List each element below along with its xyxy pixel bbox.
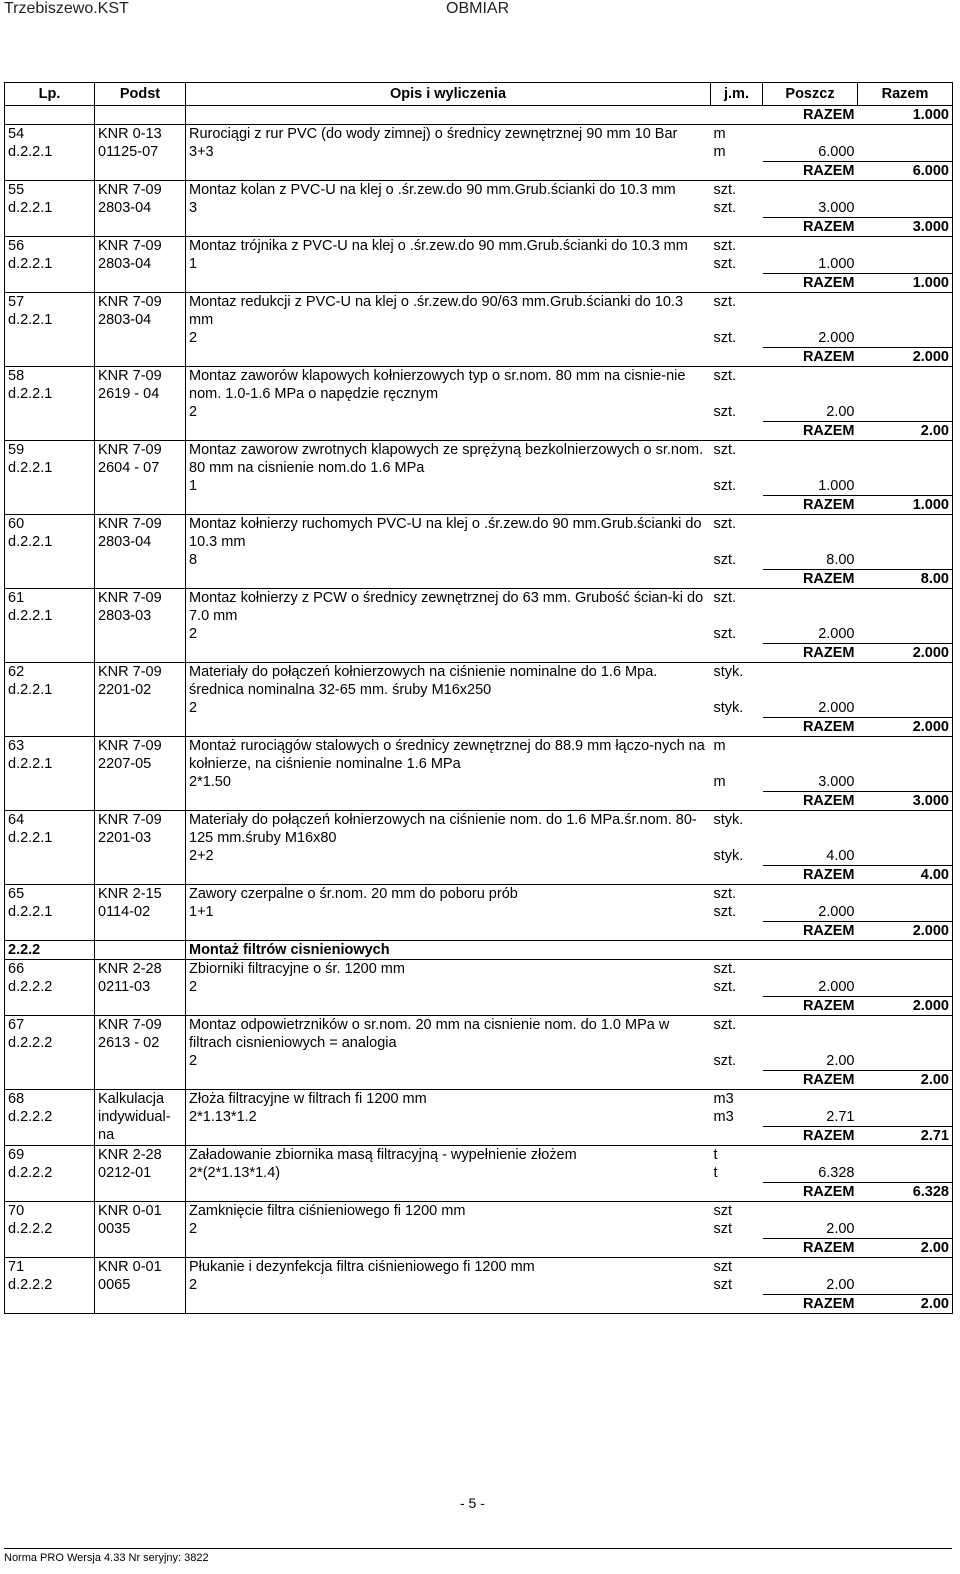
table-row — [5, 811, 953, 848]
item-lp — [5, 663, 95, 737]
razem-value: 2.000 — [858, 997, 953, 1016]
calc-unit: szt. — [713, 904, 737, 920]
calc-unit: szt. — [713, 478, 737, 494]
razem-label: RAZEM — [763, 718, 858, 737]
item-lp — [5, 960, 95, 1016]
calc-expression: 2 — [189, 979, 198, 995]
razem-value: 2.00 — [858, 1071, 953, 1090]
item-unit: szt — [711, 1202, 763, 1221]
calc-expression: 2 — [189, 404, 198, 420]
column-header-jm: j.m. — [711, 83, 763, 106]
item-unit: styk. — [711, 663, 763, 700]
item-chapter: d.2.2.1 — [8, 904, 53, 920]
item-chapter: d.2.2.1 — [8, 682, 53, 698]
item-basis — [95, 1146, 186, 1202]
calc-value: 2.00 — [826, 404, 855, 420]
item-number: 55 — [8, 182, 25, 198]
calc-expression: 2*1.13*1.2 — [189, 1109, 257, 1125]
calc-expression: 1 — [189, 478, 198, 494]
item-number: 54 — [8, 126, 25, 142]
footer-divider — [4, 1548, 952, 1549]
calc-value: 2.71 — [826, 1109, 855, 1125]
item-chapter: d.2.2.2 — [8, 1109, 53, 1125]
item-chapter: d.2.2.2 — [8, 1221, 53, 1237]
basis-code: 2803-04 — [98, 534, 152, 550]
calc-value: 2.00 — [826, 1221, 855, 1237]
item-number: 62 — [8, 664, 25, 680]
calc-value: 3.000 — [818, 200, 855, 216]
razem-label: RAZEM — [763, 644, 858, 663]
table-row — [5, 1146, 953, 1165]
table-row — [5, 1016, 953, 1053]
item-number: 71 — [8, 1259, 25, 1275]
razem-value: 8.00 — [858, 570, 953, 589]
item-basis — [95, 441, 186, 515]
razem-value: 2.71 — [858, 1127, 953, 1146]
basis-code: 2803-04 — [98, 200, 152, 216]
calc-value: 2.000 — [818, 904, 855, 920]
razem-value: 2.00 — [858, 1295, 953, 1314]
razem-value: 4.00 — [858, 866, 953, 885]
basis-code: 0212-01 — [98, 1165, 152, 1181]
calc-unit: szt. — [713, 626, 737, 642]
item-description: Montaz zaworow zwrotnych klapowych ze sprężyną bezkolnierzowych o sr.nom. 80 mm na cisnienie nom.do 1.6 MPa — [186, 441, 711, 478]
table-body — [5, 106, 953, 1314]
calc-expression: 2*(2*1.13*1.4) — [189, 1165, 281, 1181]
item-description: Materiały do połączeń kołnierzowych na ciśnienie nominalne do 1.6 Mpa. średnica nominalna 32-65 mm. śruby M16x250 — [186, 663, 711, 700]
item-description: Montaz kołnierzy ruchomych PVC-U na klej o .śr.zew.do 90 mm.Grub.ścianki do 10.3 mm — [186, 515, 711, 552]
table-row — [5, 293, 953, 330]
calc-expression: 2 — [189, 626, 198, 642]
document-title: Trzebiszewo.KST — [4, 0, 129, 17]
cost-estimate-table — [4, 82, 953, 1314]
item-description: Materiały do połączeń kołnierzowych na ciśnienie nom. do 1.6 MPa.śr.nom. 80-125 mm.śruby M16x80 — [186, 811, 711, 848]
item-basis — [95, 960, 186, 1016]
item-description: Montaz kołnierzy z PCW o średnicy zewnętrznej do 63 mm. Grubość ścian-ki do 7.0 mm — [186, 589, 711, 626]
calc-value: 3.000 — [818, 774, 855, 790]
basis-code: 01125-07 — [98, 144, 159, 160]
razem-value: 2.000 — [858, 718, 953, 737]
calc-expression: 1 — [189, 256, 198, 272]
item-lp — [5, 125, 95, 181]
razem-label: RAZEM — [763, 274, 858, 293]
item-basis — [95, 237, 186, 293]
item-chapter: d.2.2.1 — [8, 608, 53, 624]
basis-catalog: Kalkulacja — [98, 1091, 165, 1107]
item-lp — [5, 1016, 95, 1090]
razem-value: 2.000 — [858, 348, 953, 367]
calc-expression: 2 — [189, 1277, 198, 1293]
razem-value: 2.000 — [858, 644, 953, 663]
item-number: 58 — [8, 368, 25, 384]
item-chapter: d.2.2.1 — [8, 386, 53, 402]
item-unit: szt. — [711, 515, 763, 552]
footer-text: Norma PRO Wersja 4.33 Nr seryjny: 3822 — [4, 1552, 209, 1564]
calc-expression: 2 — [189, 700, 198, 716]
item-chapter: d.2.2.1 — [8, 756, 53, 772]
item-basis — [95, 367, 186, 441]
item-chapter: d.2.2.1 — [8, 460, 53, 476]
item-unit: szt. — [711, 237, 763, 256]
calc-unit: m — [713, 144, 726, 160]
basis-code: 0211-03 — [98, 979, 151, 995]
item-basis — [95, 885, 186, 941]
calc-expression: 2 — [189, 1221, 198, 1237]
razem-label: RAZEM — [802, 107, 855, 123]
item-chapter: d.2.2.2 — [8, 1277, 53, 1293]
calc-unit: m — [713, 774, 726, 790]
razem-label: RAZEM — [763, 496, 858, 515]
item-number: 67 — [8, 1017, 25, 1033]
razem-label: RAZEM — [763, 866, 858, 885]
item-chapter: d.2.2.1 — [8, 144, 53, 160]
item-number: 69 — [8, 1147, 25, 1163]
table-row — [5, 1202, 953, 1221]
item-lp — [5, 589, 95, 663]
table-row — [5, 515, 953, 552]
item-basis — [95, 811, 186, 885]
calc-expression: 3 — [189, 200, 198, 216]
basis-code: 0035 — [98, 1221, 131, 1237]
item-unit: szt. — [711, 441, 763, 478]
basis-code: 2207-05 — [98, 756, 152, 772]
basis-catalog: KNR 7-09 — [98, 1017, 162, 1033]
razem-value: 1.000 — [858, 496, 953, 515]
item-description: Płukanie i dezynfekcja filtra ciśnieniowego fi 1200 mm — [186, 1258, 711, 1277]
razem-label: RAZEM — [763, 1295, 858, 1314]
item-basis — [95, 737, 186, 811]
table-row — [5, 125, 953, 144]
column-header-podst: Podst — [95, 83, 186, 106]
calc-value: 2.000 — [818, 700, 855, 716]
item-basis — [95, 589, 186, 663]
basis-code: 2613 - 02 — [98, 1035, 160, 1051]
item-unit: t — [711, 1146, 763, 1165]
item-basis — [95, 293, 186, 367]
item-unit: szt — [711, 1258, 763, 1277]
basis-catalog: KNR 7-09 — [98, 516, 162, 532]
basis-code: 0065 — [98, 1277, 131, 1293]
calc-unit: szt. — [713, 979, 737, 995]
item-description: Zamknięcie filtra ciśnieniowego fi 1200 mm — [186, 1202, 711, 1221]
basis-catalog: KNR 7-09 — [98, 442, 162, 458]
item-unit: szt. — [711, 960, 763, 979]
basis-code: 2201-02 — [98, 682, 152, 698]
calc-unit: szt — [713, 1221, 733, 1237]
item-unit: szt. — [711, 589, 763, 626]
razem-label: RAZEM — [763, 1071, 858, 1090]
item-lp — [5, 737, 95, 811]
basis-catalog: KNR 0-01 — [98, 1203, 162, 1219]
section-title: Montaż filtrów cisnieniowych — [186, 941, 711, 960]
basis-code: 2604 - 07 — [98, 460, 160, 476]
item-unit: styk. — [711, 811, 763, 848]
item-description: Montaż rurociągów stalowych o średnicy zewnętrznej do 88.9 mm łączo-nych na kołnierze, na ciśnienie nominalne 1.6 MPa — [186, 737, 711, 774]
razem-label: RAZEM — [763, 422, 858, 441]
item-unit: szt. — [711, 181, 763, 200]
item-description: Montaz kolan z PVC-U na klej o .śr.zew.do 90 mm.Grub.ścianki do 10.3 mm — [186, 181, 711, 200]
razem-value: 2.00 — [858, 1239, 953, 1258]
item-basis — [95, 1202, 186, 1258]
item-chapter: d.2.2.1 — [8, 534, 53, 550]
basis-catalog: KNR 2-15 — [98, 886, 162, 902]
razem-label: RAZEM — [763, 792, 858, 811]
item-lp — [5, 367, 95, 441]
razem-label: RAZEM — [763, 570, 858, 589]
item-basis — [95, 515, 186, 589]
razem-label: RAZEM — [763, 162, 858, 181]
table-header-row — [5, 83, 953, 106]
column-header-razem: Razem — [858, 83, 953, 106]
razem-row — [5, 106, 953, 125]
basis-catalog: KNR 0-13 — [98, 126, 162, 142]
razem-value: 6.000 — [858, 162, 953, 181]
item-chapter: d.2.2.1 — [8, 256, 53, 272]
calc-expression: 2*1.50 — [189, 774, 231, 790]
item-description: Rurociągi z rur PVC (do wody zimnej) o średnicy zewnętrznej 90 mm 10 Bar — [186, 125, 711, 144]
basis-catalog: KNR 7-09 — [98, 294, 162, 310]
calc-value: 4.00 — [826, 848, 855, 864]
basis-catalog: KNR 7-09 — [98, 590, 162, 606]
column-header-opis: Opis i wyliczenia — [186, 83, 711, 106]
calc-value: 6.328 — [818, 1165, 855, 1181]
item-number: 60 — [8, 516, 25, 532]
razem-value: 6.328 — [858, 1183, 953, 1202]
item-number: 56 — [8, 238, 25, 254]
item-unit: m3 — [711, 1090, 763, 1109]
item-unit: szt. — [711, 367, 763, 404]
basis-catalog: KNR 7-09 — [98, 238, 162, 254]
table-row — [5, 237, 953, 256]
item-description: Zawory czerpalne o śr.nom. 20 mm do poboru prób — [186, 885, 711, 904]
calc-expression: 3+3 — [189, 144, 214, 160]
item-chapter: d.2.2.1 — [8, 200, 53, 216]
table-row — [5, 885, 953, 904]
calc-value: 8.00 — [826, 552, 855, 568]
item-description: Montaz redukcji z PVC-U na klej o .śr.zew.do 90/63 mm.Grub.ścianki do 10.3 mm — [186, 293, 711, 330]
table-row — [5, 663, 953, 700]
calc-unit: szt. — [713, 256, 737, 272]
calc-unit: szt. — [713, 1053, 737, 1069]
calc-expression: 1+1 — [189, 904, 214, 920]
calc-expression: 2 — [189, 1053, 198, 1069]
item-lp — [5, 293, 95, 367]
item-unit: m — [711, 125, 763, 144]
item-chapter: d.2.2.2 — [8, 1165, 53, 1181]
basis-catalog: KNR 7-09 — [98, 738, 162, 754]
item-lp — [5, 1258, 95, 1314]
razem-label: RAZEM — [763, 997, 858, 1016]
item-lp — [5, 441, 95, 515]
calc-expression: 8 — [189, 552, 198, 568]
column-header-poszcz: Poszcz — [763, 83, 858, 106]
item-basis — [95, 125, 186, 181]
calc-value: 1.000 — [818, 256, 855, 272]
razem-value: 1.000 — [858, 274, 953, 293]
calc-value: 2.00 — [826, 1053, 855, 1069]
basis-catalog: KNR 0-01 — [98, 1259, 162, 1275]
razem-value: 2.000 — [858, 922, 953, 941]
item-chapter: d.2.2.2 — [8, 1035, 53, 1051]
razem-label: RAZEM — [763, 1183, 858, 1202]
razem-label: RAZEM — [763, 922, 858, 941]
basis-code: 2803-04 — [98, 256, 152, 272]
razem-value: 3.000 — [858, 218, 953, 237]
item-chapter: d.2.2.1 — [8, 312, 53, 328]
calc-value: 2.00 — [826, 1277, 855, 1293]
calc-value: 2.000 — [818, 979, 855, 995]
basis-code: 2201-03 — [98, 830, 152, 846]
table-row — [5, 1258, 953, 1277]
item-basis — [95, 1258, 186, 1314]
calc-unit: szt. — [713, 330, 737, 346]
item-lp — [5, 1090, 95, 1146]
table-row — [5, 441, 953, 478]
basis-catalog: KNR 2-28 — [98, 961, 162, 977]
basis-code: 2803-04 — [98, 312, 152, 328]
item-chapter: d.2.2.1 — [8, 830, 53, 846]
basis-code: 2803-03 — [98, 608, 152, 624]
razem-label: RAZEM — [763, 1127, 858, 1146]
item-number: 68 — [8, 1091, 25, 1107]
calc-unit: t — [713, 1165, 718, 1181]
calc-unit: szt — [713, 1277, 733, 1293]
item-chapter: d.2.2.2 — [8, 979, 53, 995]
table-row — [5, 367, 953, 404]
item-lp — [5, 1146, 95, 1202]
razem-label: RAZEM — [763, 218, 858, 237]
razem-label: RAZEM — [763, 348, 858, 367]
razem-value: 3.000 — [858, 792, 953, 811]
item-number: 63 — [8, 738, 25, 754]
item-number: 66 — [8, 961, 25, 977]
item-lp — [5, 885, 95, 941]
calc-unit: szt. — [713, 200, 737, 216]
section-number: 2.2.2 — [5, 941, 95, 960]
calc-unit: styk. — [713, 700, 744, 716]
calc-value: 6.000 — [818, 144, 855, 160]
calc-unit: szt. — [713, 552, 737, 568]
razem-value: 1.000 — [858, 106, 953, 125]
calc-value: 2.000 — [818, 626, 855, 642]
basis-code: 0114-02 — [98, 904, 151, 920]
calc-unit: styk. — [713, 848, 744, 864]
calc-expression: 2 — [189, 330, 198, 346]
basis-catalog: KNR 7-09 — [98, 368, 162, 384]
calc-unit: m3 — [713, 1109, 734, 1125]
item-unit: szt. — [711, 885, 763, 904]
item-lp — [5, 811, 95, 885]
item-description: Złoża filtracyjne w filtrach fi 1200 mm — [186, 1090, 711, 1109]
basis-catalog: KNR 7-09 — [98, 182, 162, 198]
razem-value: 2.00 — [858, 422, 953, 441]
item-description: Montaz trójnika z PVC-U na klej o .śr.zew.do 90 mm.Grub.ścianki do 10.3 mm — [186, 237, 711, 256]
item-description: Załadowanie zbiornika masą filtracyjną - wypełnienie złożem — [186, 1146, 711, 1165]
table-row — [5, 1090, 953, 1109]
item-number: 64 — [8, 812, 25, 828]
calc-value: 2.000 — [818, 330, 855, 346]
calc-value: 1.000 — [818, 478, 855, 494]
table-row — [5, 737, 953, 774]
item-lp — [5, 237, 95, 293]
document-subtitle: OBMIAR — [446, 0, 510, 17]
page-number: - 5 - — [460, 1495, 485, 1511]
section-row — [5, 941, 953, 960]
item-number: 70 — [8, 1203, 25, 1219]
item-number: 61 — [8, 590, 25, 606]
item-lp — [5, 515, 95, 589]
item-description: Montaz zaworów klapowych kołnierzowych typ o sr.nom. 80 mm na cisnie-nie nom. 1.0-1.6 MPa o napędzie ręcznym — [186, 367, 711, 404]
item-number: 65 — [8, 886, 25, 902]
calc-expression: 2+2 — [189, 848, 214, 864]
column-header-lp: Lp. — [5, 83, 95, 106]
item-lp — [5, 181, 95, 237]
item-unit: szt. — [711, 1016, 763, 1053]
table-row — [5, 960, 953, 979]
item-lp — [5, 1202, 95, 1258]
item-unit: m — [711, 737, 763, 774]
item-basis — [95, 1016, 186, 1090]
item-number: 59 — [8, 442, 25, 458]
razem-label: RAZEM — [763, 1239, 858, 1258]
item-unit: szt. — [711, 293, 763, 330]
table-row — [5, 181, 953, 200]
item-description: Montaz odpowietrzników o sr.nom. 20 mm na cisnienie nom. do 1.0 MPa w filtrach cisnieniowych = analogia — [186, 1016, 711, 1053]
basis-code: indywidual-na — [98, 1109, 171, 1143]
basis-catalog: KNR 7-09 — [98, 812, 162, 828]
basis-catalog: KNR 7-09 — [98, 664, 162, 680]
item-basis — [95, 181, 186, 237]
basis-code: 2619 - 04 — [98, 386, 160, 402]
item-number: 57 — [8, 294, 25, 310]
item-basis — [95, 1090, 186, 1146]
table-row — [5, 589, 953, 626]
basis-catalog: KNR 2-28 — [98, 1147, 162, 1163]
calc-unit: szt. — [713, 404, 737, 420]
item-description: Zbiorniki filtracyjne o śr. 1200 mm — [186, 960, 711, 979]
item-basis — [95, 663, 186, 737]
